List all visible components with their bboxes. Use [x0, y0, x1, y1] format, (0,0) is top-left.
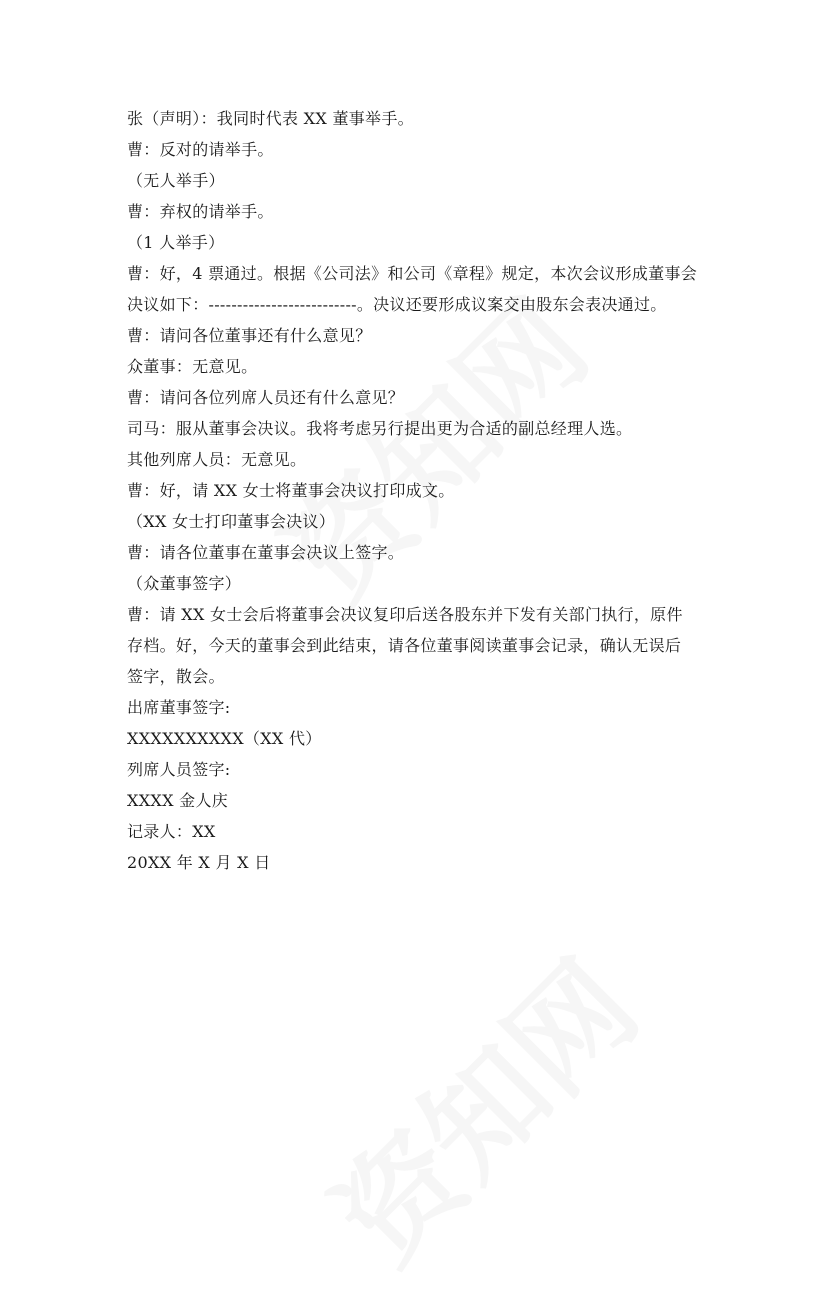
signature-value: XXXXXXXXXX（XX 代） — [127, 729, 322, 748]
paragraph-line: 曹：请 XX 女士会后将董事会决议复印后送各股东并下发有关部门执行，原件 — [127, 605, 683, 624]
signature-value: XXXX 金人庆 — [127, 791, 229, 810]
paragraph-line: 司马：服从董事会决议。我将考虑另行提出更为合适的副总经理人选。 — [127, 419, 633, 438]
paragraph-line: 曹：请各位董事在董事会决议上签字。 — [127, 543, 405, 562]
date-line: 20XX 年 X 月 X 日 — [127, 853, 271, 872]
paragraph-line: 曹：好，请 XX 女士将董事会决议打印成文。 — [127, 481, 455, 500]
signature-label: 列席人员签字: — [127, 760, 231, 779]
paragraph-line: （众董事签字） — [127, 574, 242, 593]
watermark — [292, 918, 668, 1294]
paragraph-line: 张（声明）：我同时代表 XX 董事举手。 — [127, 109, 414, 128]
paragraph-line: 曹：请问各位列席人员还有什么意见？ — [127, 388, 405, 407]
recorder-line: 记录人：XX — [127, 822, 216, 841]
paragraph-line: 曹：好，4 票通过。根据《公司法》和公司《章程》规定，本次会议形成董事会 — [127, 264, 698, 283]
paragraph-line: 签字，散会。 — [127, 667, 225, 686]
paragraph-line: 决议如下：--------------------------。决议还要形成议案交由股东会表决通过。 — [127, 295, 667, 314]
paragraph-line: （XX 女士打印董事会决议） — [127, 512, 336, 531]
paragraph-line: 曹：请问各位董事还有什么意见？ — [127, 326, 372, 345]
paragraph-line: 曹：反对的请举手。 — [127, 140, 274, 159]
signature-label: 出席董事签字: — [127, 698, 231, 717]
meeting-minutes-body — [127, 103, 712, 878]
paragraph-line: （1 人举手） — [127, 233, 225, 252]
paragraph-line: 存档。好，今天的董事会到此结束，请各位董事阅读董事会记录，确认无误后 — [127, 636, 682, 655]
paragraph-line: 其他列席人员：无意见。 — [127, 450, 307, 469]
paragraph-line: 众董事：无意见。 — [127, 357, 258, 376]
paragraph-line: 曹：弃权的请举手。 — [127, 202, 274, 221]
paragraph-line: （无人举手） — [127, 171, 225, 190]
